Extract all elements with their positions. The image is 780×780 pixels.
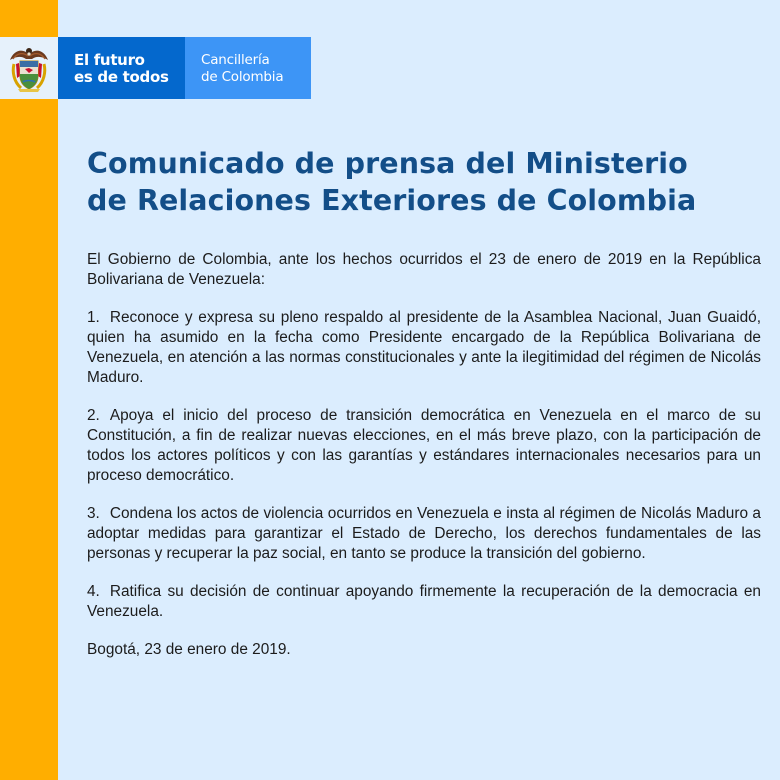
point-number: 3.	[87, 505, 100, 522]
colombia-coat-of-arms-icon	[8, 42, 50, 94]
signoff-date: Bogotá, 23 de enero de 2019.	[87, 641, 291, 658]
communique-body	[87, 250, 761, 660]
point-text: Reconoce y expresa su pleno respaldo al presidente de la Asamblea Nacional, Juan Guaidó, quien ha asumido en la fecha como Presidente encargado de la República Bolivariana de Venezuela, en atención a las normas constitucionales y ante la ilegitimidad del régimen de Nicolás Maduro.	[87, 309, 761, 386]
point-number: 4.	[87, 583, 100, 600]
ministry-line2: de Colombia	[201, 69, 284, 85]
point-3	[87, 504, 761, 564]
slogan-line1: El futuro	[74, 51, 145, 69]
point-text: Ratifica su decisión de continuar apoyando firmemente la recuperación de la democracia en Venezuela.	[87, 583, 761, 620]
point-1	[87, 308, 761, 388]
point-number: 1.	[87, 309, 100, 326]
page-title	[87, 145, 767, 219]
header-banner	[0, 37, 311, 99]
crest-container	[0, 37, 58, 99]
point-4	[87, 582, 761, 622]
orange-sidebar-stripe	[0, 0, 58, 780]
slogan-block	[58, 37, 185, 99]
title-line2: de Relaciones Exteriores de Colombia	[87, 184, 697, 217]
ministry-block	[185, 37, 311, 99]
intro-paragraph: El Gobierno de Colombia, ante los hechos ocurridos el 23 de enero de 2019 en la República Bolivariana de Venezuela:	[87, 251, 761, 288]
title-line1: Comunicado de prensa del Ministerio	[87, 147, 688, 180]
point-text: Condena los actos de violencia ocurridos en Venezuela e insta al régimen de Nicolás Maduro a adoptar medidas para garantizar el Estado de Derecho, los derechos fundamentales de las personas y recuperar la paz social, en tanto se produce la transición del gobierno.	[87, 505, 761, 562]
point-number: 2.	[87, 407, 100, 424]
ministry-line1: Cancillería	[201, 52, 270, 68]
point-text: Apoya el inicio del proceso de transición democrática en Venezuela en el marco de su Constitución, a fin de realizar nuevas elecciones, en el más breve plazo, con la participación de todos los actores políticos y con las garantías y estándares internacionales necesarios para un proceso democrático.	[87, 407, 761, 484]
slogan-line2: es de todos	[74, 68, 169, 86]
point-2	[87, 406, 761, 486]
